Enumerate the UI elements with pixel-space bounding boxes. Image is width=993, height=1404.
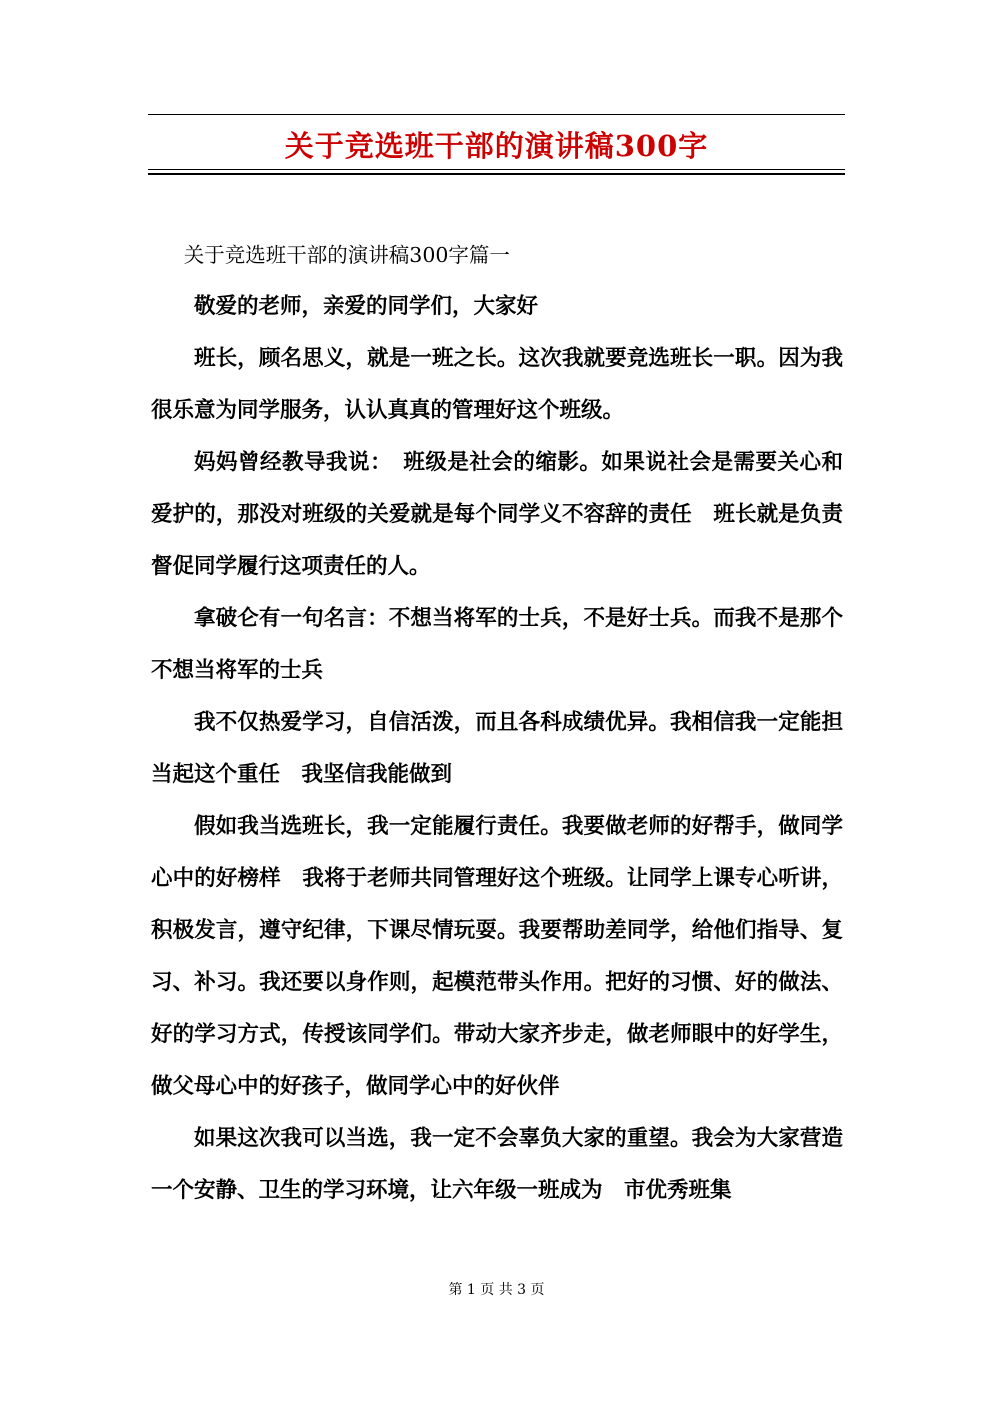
section-subheading: 关于竞选班干部的演讲稿300字篇一	[183, 243, 510, 267]
paragraph: 假如我当选班长，我一定能履行责任。我要做老师的好帮手，做同学心中的好榜样 我将于老师共同管理好这个班级。让同学上课专心听讲，积极发言，遵守纪律，下课尽情玩耍。我要帮助差同学，给他们指导、复习、补习。我还要以身作则，起模范带头作用。把好的习惯、好的做法、好的学习方式，传授该同学们。带动大家齐步走，做老师眼中的好学生，做父母心中的好孩子，做同学心中的好伙伴	[151, 814, 843, 1099]
page-number-footer: 第 1 页 共 3 页	[448, 1282, 545, 1298]
title-top-rule	[148, 114, 845, 115]
document-body	[151, 229, 843, 1217]
title-bottom-rule-thick	[148, 173, 845, 175]
paragraph: 拿破仑有一句名言：不想当将军的士兵，不是好士兵。而我不是那个不想当将军的士兵	[151, 606, 843, 683]
paragraph: 如果这次我可以当选，我一定不会辜负大家的重望。我会为大家营造一个安静、卫生的学习环境，让六年级一班成为 市优秀班集	[151, 1126, 843, 1203]
paragraph: 妈妈曾经教导我说： 班级是社会的缩影。如果说社会是需要关心和爱护的，那没对班级的关爱就是每个同学义不容辞的责任 班长就是负责督促同学履行这项责任的人。	[151, 450, 843, 579]
paragraph-greeting: 敬爱的老师，亲爱的同学们，大家好	[194, 294, 539, 319]
paragraph: 班长，顾名思义，就是一班之长。这次我就要竞选班长一职。因为我很乐意为同学服务，认认真真的管理好这个班级。	[151, 346, 843, 423]
title-bottom-rule-thin	[148, 169, 845, 170]
document-title: 关于竞选班干部的演讲稿300字	[284, 129, 709, 163]
paragraph: 我不仅热爱学习，自信活泼，而且各科成绩优异。我相信我一定能担当起这个重任 我坚信我能做到	[151, 710, 843, 787]
